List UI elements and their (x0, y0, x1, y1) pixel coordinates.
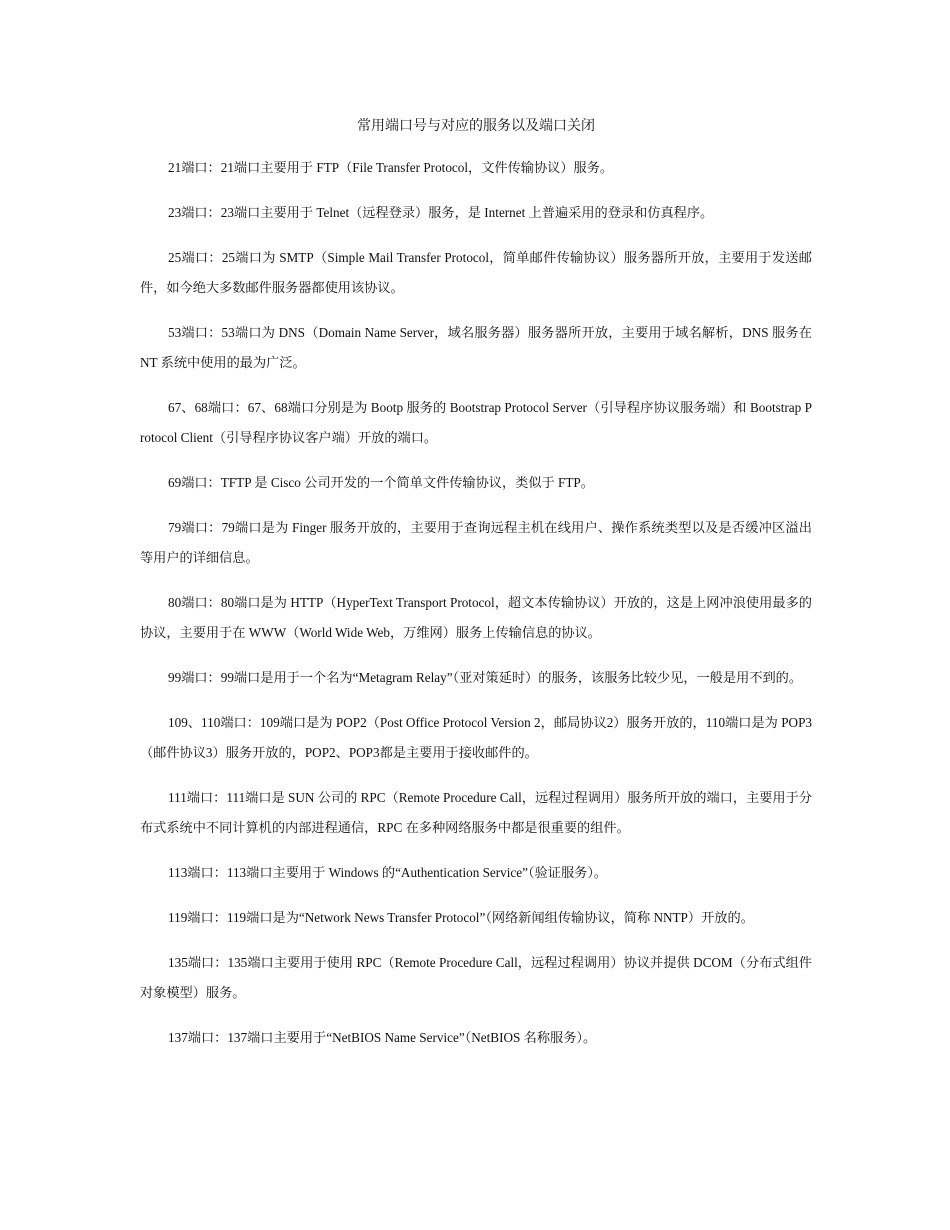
paragraph-port-23: 23端口：23端口主要用于 Telnet（远程登录）服务，是 Internet 上普遍采用的登录和仿真程序。 (168, 205, 714, 220)
paragraph-port-119: 119端口：119端口是为“Network News Transfer Protocol”（网络新闻组传输协议，简称 NNTP）开放的。 (168, 910, 754, 925)
paragraph-port-79: 79端口：79端口是为 Finger 服务开放的，主要用于查询远程主机在线用户、操作系统类型以及是否缓冲区溢出等用户的详细信息。 (140, 520, 812, 565)
document-title: 常用端口号与对应的服务以及端口关闭 (357, 119, 595, 134)
paragraph-port-109-110: 109、110端口：109端口是为 POP2（Post Office Protocol Version 2，邮局协议2）服务开放的，110端口是为 POP3（邮件协议3）服务开放的，POP2、POP3都是主要用于接收邮件的。 (140, 715, 812, 760)
paragraph-port-53: 53端口：53端口为 DNS（Domain Name Server，域名服务器）服务器所开放，主要用于域名解析，DNS 服务在 NT 系统中使用的最为广泛。 (140, 325, 812, 370)
paragraph-port-21: 21端口：21端口主要用于 FTP（File Transfer Protocol，文件传输协议）服务。 (168, 160, 614, 175)
document-page (140, 116, 812, 1068)
paragraph-port-99: 99端口：99端口是用于一个名为“Metagram Relay”（亚对策延时）的服务，该服务比较少见，一般是用不到的。 (168, 670, 803, 685)
paragraph-port-137: 137端口：137端口主要用于“NetBIOS Name Service”（NetBIOS 名称服务）。 (168, 1030, 597, 1045)
paragraph-port-111: 111端口：111端口是 SUN 公司的 RPC（Remote Procedure Call，远程过程调用）服务所开放的端口，主要用于分布式系统中不同计算机的内部进程通信，RPC 在多种网络服务中都是很重要的组件。 (140, 790, 812, 835)
paragraph-port-135: 135端口：135端口主要用于使用 RPC（Remote Procedure Call，远程过程调用）协议并提供 DCOM（分布式组件对象模型）服务。 (140, 955, 812, 1000)
paragraph-port-67-68: 67、68端口：67、68端口分别是为 Bootp 服务的 Bootstrap Protocol Server（引导程序协议服务端）和 Bootstrap Protocol Client（引导程序协议客户端）开放的端口。 (140, 400, 812, 445)
paragraph-port-69: 69端口：TFTP 是 Cisco 公司开发的一个简单文件传输协议，类似于 FTP。 (168, 475, 594, 490)
paragraph-port-80: 80端口：80端口是为 HTTP（HyperText Transport Protocol，超文本传输协议）开放的，这是上网冲浪使用最多的协议，主要用于在 WWW（World Wide Web，万维网）服务上传输信息的协议。 (140, 595, 812, 640)
paragraph-port-25: 25端口：25端口为 SMTP（Simple Mail Transfer Protocol，简单邮件传输协议）服务器所开放，主要用于发送邮件，如今绝大多数邮件服务器都使用该协议。 (140, 250, 812, 295)
paragraph-port-113: 113端口：113端口主要用于 Windows 的“Authentication Service”（验证服务）。 (168, 865, 608, 880)
